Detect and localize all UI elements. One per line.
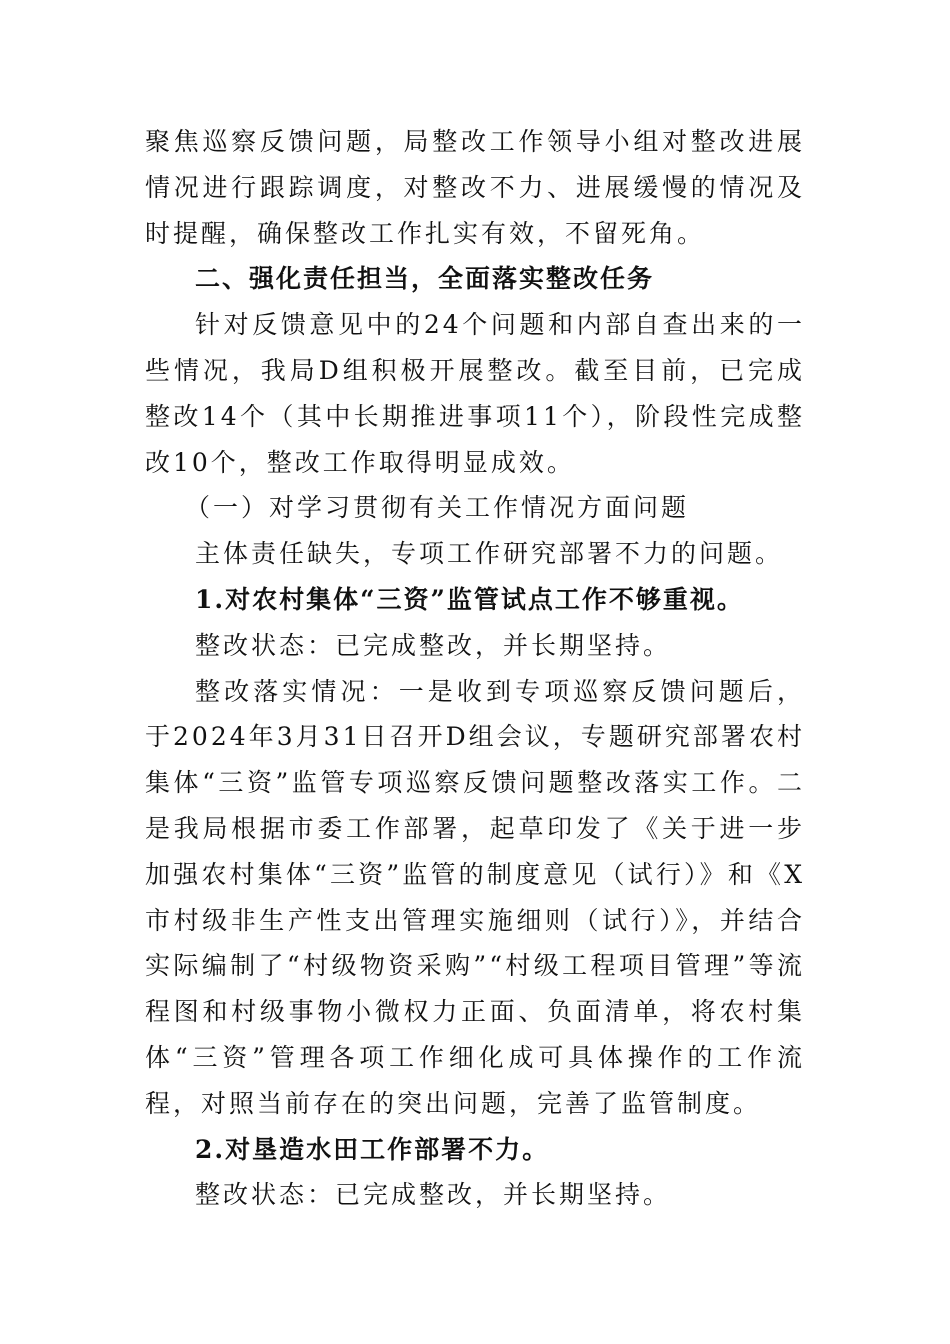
paragraph-summary: 针对反馈意见中的24个问题和内部自查出来的一些情况，我局D组积极开展整改。截至目前，已完成整改14个（其中长期推进事项11个），阶段性完成整改10个，整改工作取得明显成效。 <box>145 310 805 477</box>
section-heading: 二、强化责任担当，全面落实整改任务 <box>195 264 655 294</box>
document-page <box>145 119 805 1218</box>
item-title-2: 2.对垦造水田工作部署不力。 <box>195 1134 550 1164</box>
paragraph-continuation: 聚焦巡察反馈问题，局整改工作领导小组对整改进展情况进行跟踪调度，对整改不力、进展缓慢的情况及时提醒，确保整改工作扎实有效，不留死角。 <box>145 127 805 248</box>
paragraph-implementation: 整改落实情况：一是收到专项巡察反馈问题后，于2024年3月31日召开D组会议，专题研究部署农村集体“三资”监管专项巡察反馈问题整改落实工作。二是我局根据市委工作部署，起草印发了《关于进一步加强农村集体“三资”监管的制度意见（试行）》和《X市村级非生产性支出管理实施细则（试行）》，并结合实际编制了“村级物资采购”“村级工程项目管理”等流程图和村级事物小微权力正面、负面清单，将农村集体“三资”管理各项工作细化成可具体操作的工作流程，对照当前存在的突出问题，完善了监管制度。 <box>145 676 805 1118</box>
paragraph-issue: 主体责任缺失，专项工作研究部署不力的问题。 <box>195 539 784 569</box>
subsection-heading: （一）对学习贯彻有关工作情况方面问题 <box>185 493 690 523</box>
item-status-1: 整改状态：已完成整改，并长期坚持。 <box>195 630 672 660</box>
item-title-1: 1.对农村集体“三资”监管试点工作不够重视。 <box>195 584 744 614</box>
item-status-2: 整改状态：已完成整改，并长期坚持。 <box>195 1180 672 1210</box>
